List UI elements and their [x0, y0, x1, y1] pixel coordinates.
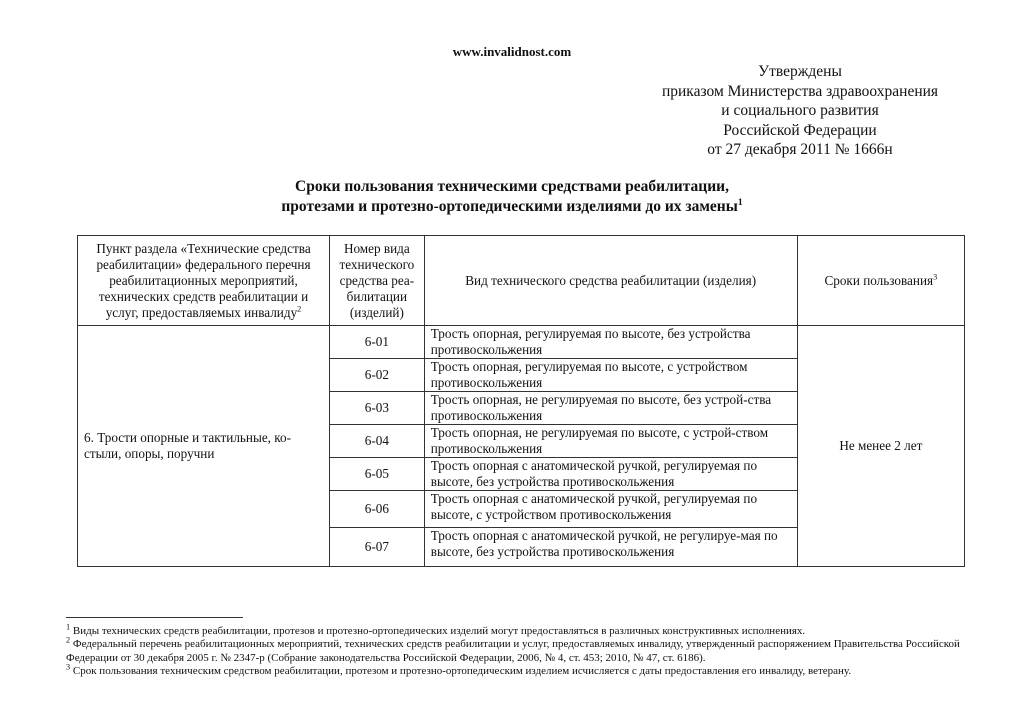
code-cell: 6-01	[329, 326, 424, 359]
approval-line: Утверждены	[758, 63, 842, 80]
name-cell: Трость опорная, регулируемая по высоте, с устройством противоскольжения	[424, 359, 797, 392]
code-cell: 6-05	[329, 458, 424, 491]
table-row	[78, 326, 965, 359]
footnote	[66, 662, 962, 678]
header-section-point-text: Пункт раздела «Технические средства реабилитации» федерального перечня реабилитационных мероприятий, технических средств реабилитации и услуг, предоставляемых инвалиду	[96, 240, 311, 320]
approval-line: от 27 декабря 2011 № 1666н	[707, 141, 893, 158]
header-section-point	[78, 236, 330, 326]
header-device-type: Вид технического средства реабилитации (изделия)	[424, 236, 797, 326]
approval-line: приказом Министерства здравоохранения	[661, 82, 939, 100]
footnote-text: Федеральный перечень реабилитационных мероприятий, технических средств реабилитации и услуг, предоставляемых инвалиду, утвержденный распоряжением Правительства Российской Федерации от 30 декабря 2005 г. № 2347-р (Собрание законодательства Российской Федерации, 2006, № 4, ст. 453; 2010, № 47, ст. 6186).	[66, 638, 960, 664]
footnote	[66, 635, 962, 665]
title-line-1: Сроки пользования техническими средствами реабилитации,	[295, 178, 729, 195]
website-url: www.invalidnost.com	[452, 44, 572, 59]
header-usage-term	[797, 236, 964, 326]
name-cell: Трость опорная, не регулируемая по высоте, без устрой-ства противоскольжения	[424, 392, 797, 425]
document-title	[0, 177, 1024, 217]
name-cell: Трость опорная с анатомической ручкой, регулируемая по высоте, без устройства противоскольжения	[424, 458, 797, 491]
code-cell: 6-04	[329, 425, 424, 458]
footnote-number: 3	[66, 662, 71, 672]
approval-line: Российской Федерации	[723, 121, 877, 139]
footnote-number: 1	[66, 622, 71, 632]
header-type-number: Номер вида технического средства реа-билитации (изделий)	[329, 236, 424, 326]
footnote-text: Срок пользования техническим средством реабилитации, протезом и протезно-ортопедическим изделием исчисляется с даты предоставления его инвалиду, ветерану.	[72, 665, 852, 678]
code-cell: 6-03	[329, 392, 424, 425]
approval-block	[630, 62, 970, 160]
name-cell: Трость опорная с анатомической ручкой, регулируемая по высоте, с устройством противоскольжения	[424, 491, 797, 528]
footnote	[66, 622, 962, 638]
footnote-number: 2	[66, 635, 71, 645]
name-cell: Трость опорная, не регулируемая по высоте, с устрой-ством противоскольжения	[424, 425, 797, 458]
code-cell: 6-06	[329, 491, 424, 528]
terms-table	[77, 235, 965, 567]
footnote-ref: 3	[933, 272, 938, 282]
title-line-2-text: протезами и протезно-ортопедическими изделиями до их замены	[281, 198, 738, 215]
code-cell: 6-02	[329, 359, 424, 392]
section-cell: 6. Трости опорные и тактильные, ко-стыли, опоры, поручни	[78, 326, 330, 567]
table-header-row	[78, 236, 965, 326]
name-cell: Трость опорная, регулируемая по высоте, без устройства противоскольжения	[424, 326, 797, 359]
footnotes	[66, 622, 962, 679]
header-usage-term-text: Сроки пользования	[824, 272, 934, 288]
footnote-text: Виды технических средств реабилитации, протезов и протезно-ортопедических изделий могут предоставляться в различных конструктивных исполнениях.	[72, 625, 806, 637]
title-line-2	[0, 197, 1024, 217]
name-cell: Трость опорная с анатомической ручкой, не регулируе-мая по высоте, без устройства противоскольжения	[424, 528, 797, 567]
footnote-ref: 2	[297, 304, 302, 314]
approval-line: и социального развития	[721, 102, 879, 119]
code-cell: 6-07	[329, 528, 424, 567]
footnote-divider	[66, 617, 243, 618]
term-cell: Не менее 2 лет	[797, 326, 964, 567]
footnote-ref: 1	[737, 196, 743, 208]
